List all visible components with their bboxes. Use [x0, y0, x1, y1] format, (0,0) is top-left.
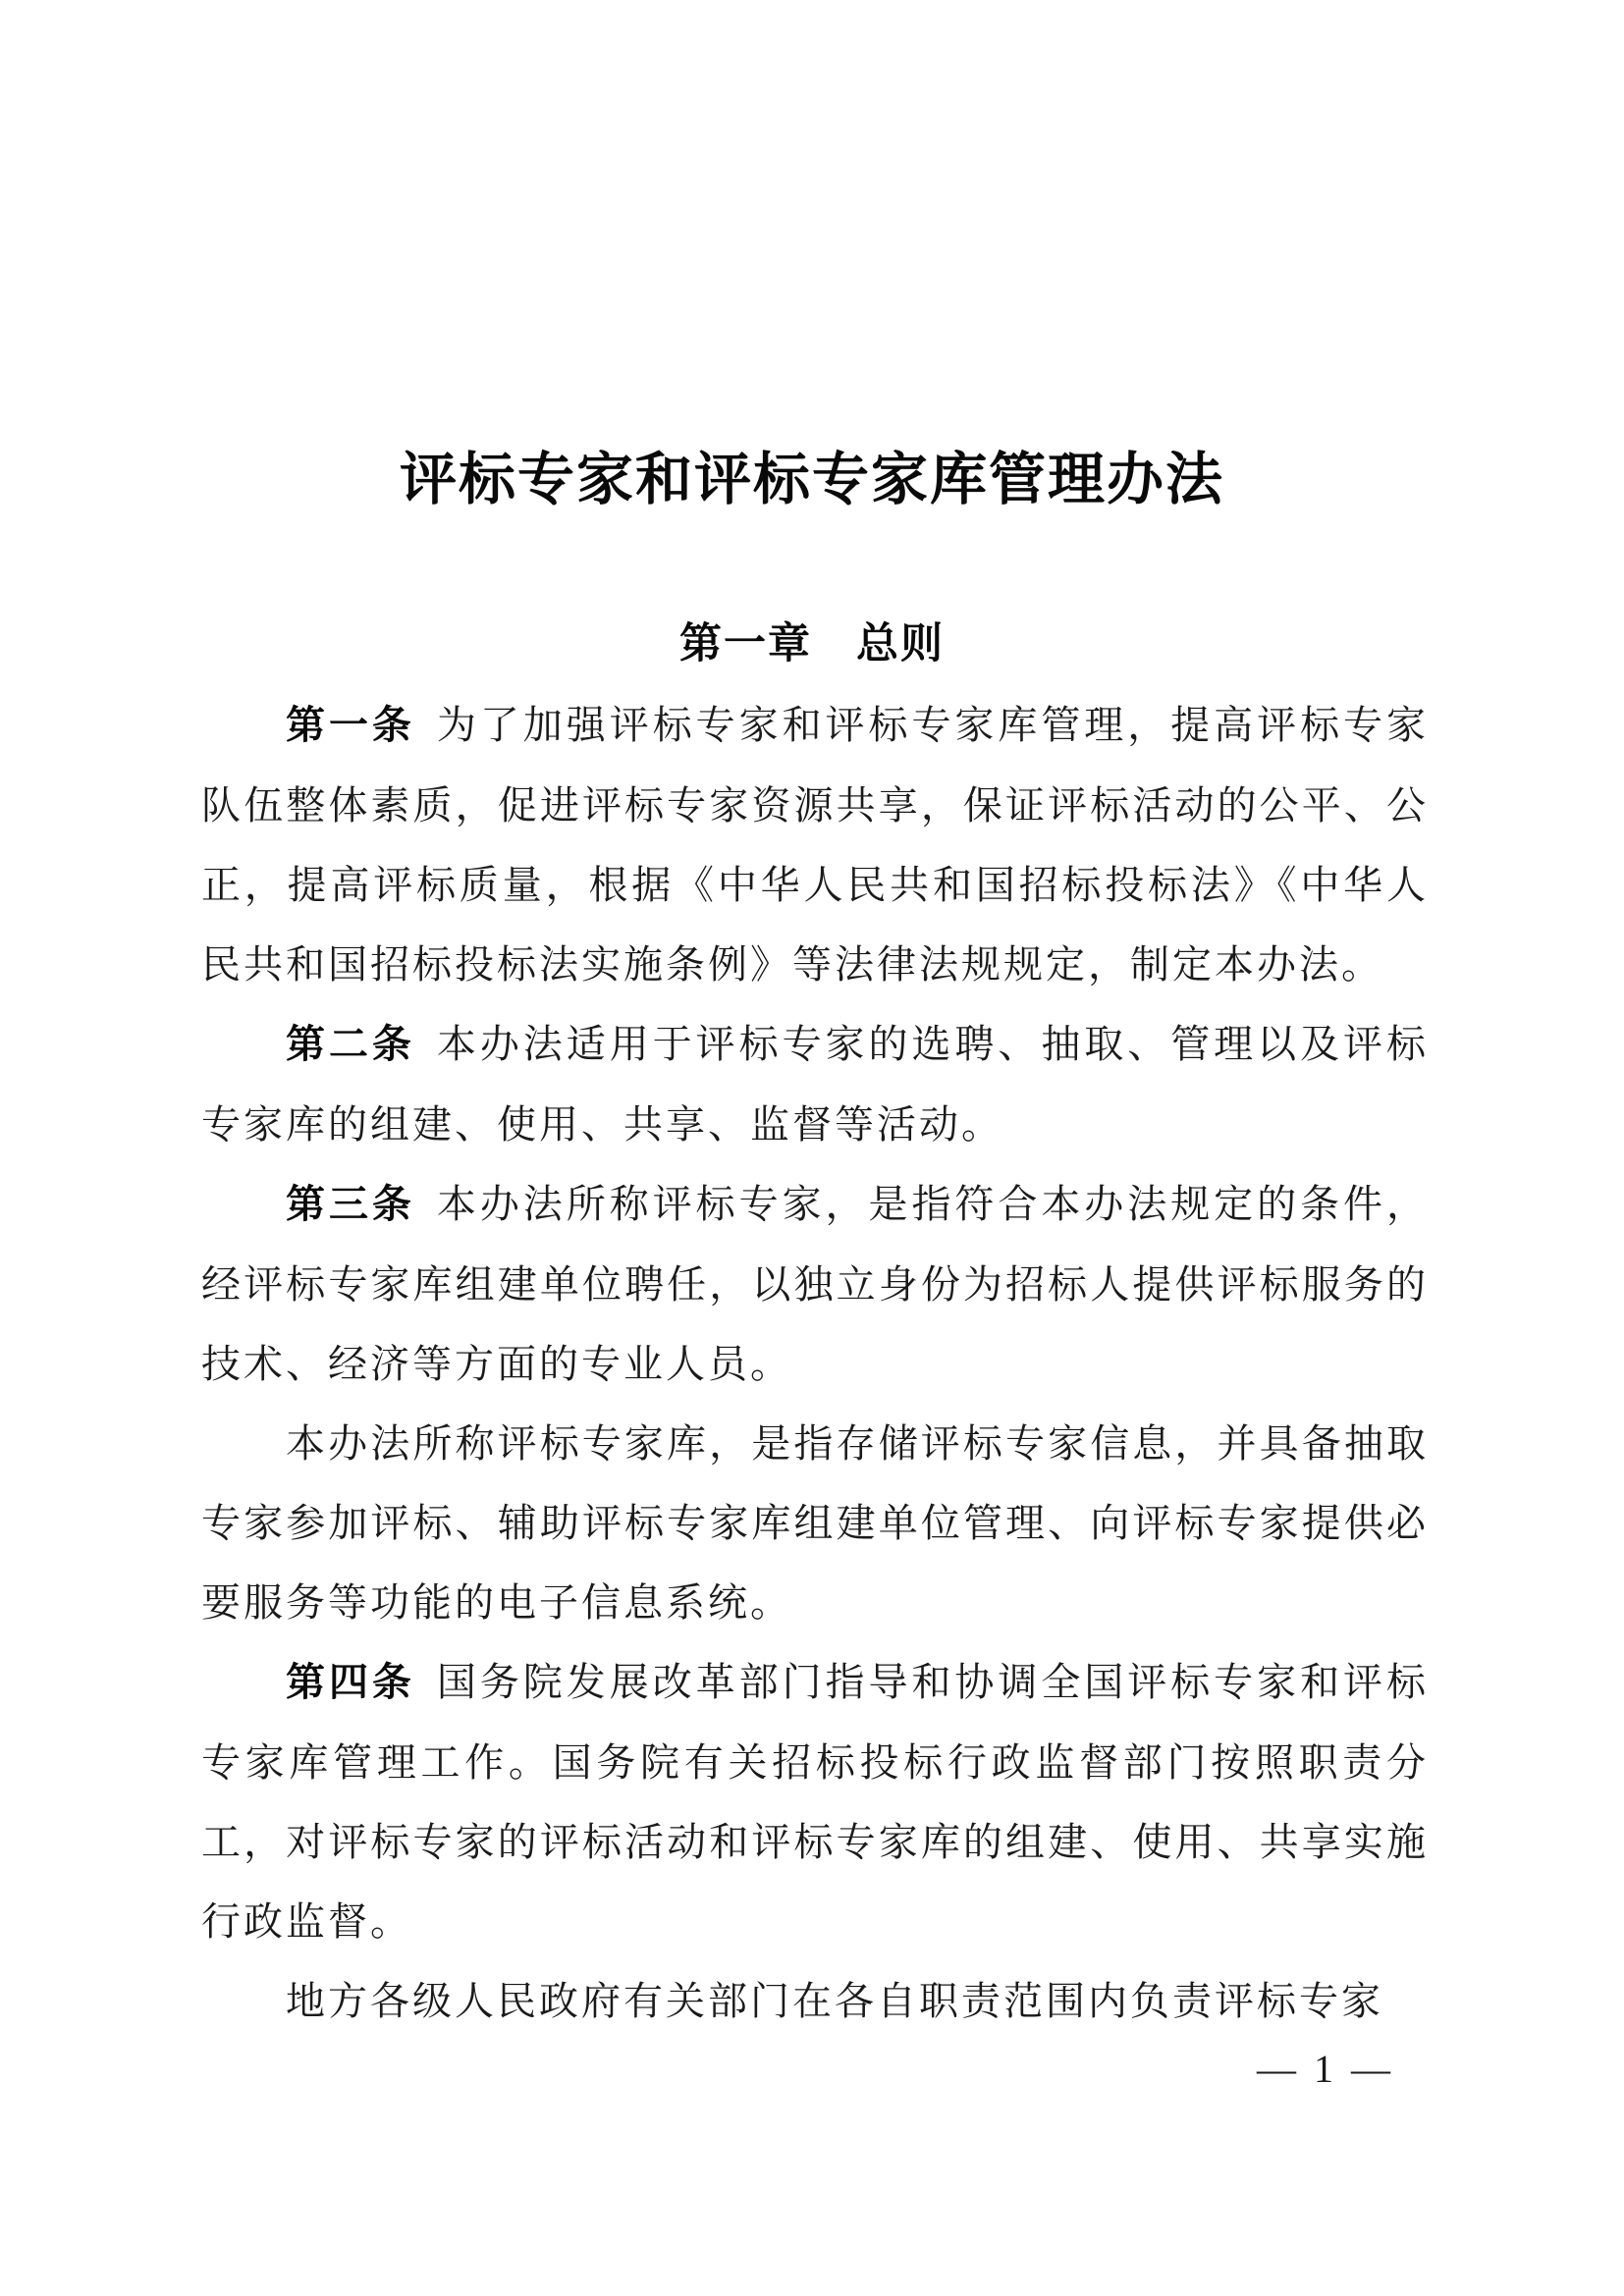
paragraph: [201, 1404, 1429, 1642]
paragraph-text: 国务院发展改革部门指导和协调全国评标专家和评标专家库管理工作。国务院有关招标投标行政监督部门按照职责分工，对评标专家的评标活动和评标专家库的组建、使用、共享实施行政监督。: [201, 1660, 1430, 1944]
paragraph: [201, 685, 1429, 1004]
paragraph: [201, 1961, 1429, 2041]
paragraph: [201, 1642, 1429, 1961]
article-number: 第二条: [286, 1023, 415, 1066]
article-number: 第一条: [286, 704, 415, 747]
paragraph: [201, 1004, 1429, 1164]
chapter-heading: 第一章 总则: [679, 620, 945, 667]
article-number: 第三条: [286, 1183, 415, 1226]
article-number: 第四条: [286, 1661, 415, 1704]
document-body: [201, 685, 1429, 2041]
page-number: — 1 —: [1257, 2047, 1394, 2091]
paragraph-text: 本办法适用于评标专家的选聘、抽取、管理以及评标专家库的组建、使用、共享、监督等活动。: [201, 1022, 1430, 1147]
paragraph: [201, 1164, 1429, 1404]
paragraph-text: 本办法所称评标专家，是指符合本办法规定的条件，经评标专家库组建单位聘任，以独立身份为招标人提供评标服务的技术、经济等方面的专业人员。: [201, 1182, 1430, 1386]
paragraph-text: 地方各级人民政府有关部门在各自职责范围内负责评标专家: [286, 1979, 1383, 2023]
paragraph-text: 为了加强评标专家和评标专家库管理，提高评标专家队伍整体素质，促进评标专家资源共享，保证评标活动的公平、公正，提高评标质量，根据《中华人民共和国招标投标法》《中华人民共和国招标投标法实施条例》等法律法规规定，制定本办法。: [201, 703, 1430, 987]
document-title: 评标专家和评标专家库管理办法: [399, 448, 1224, 511]
paragraph-text: 本办法所称评标专家库，是指存储评标专家信息，并具备抽取专家参加评标、辅助评标专家库组建单位管理、向评标专家提供必要服务等功能的电子信息系统。: [201, 1421, 1429, 1625]
